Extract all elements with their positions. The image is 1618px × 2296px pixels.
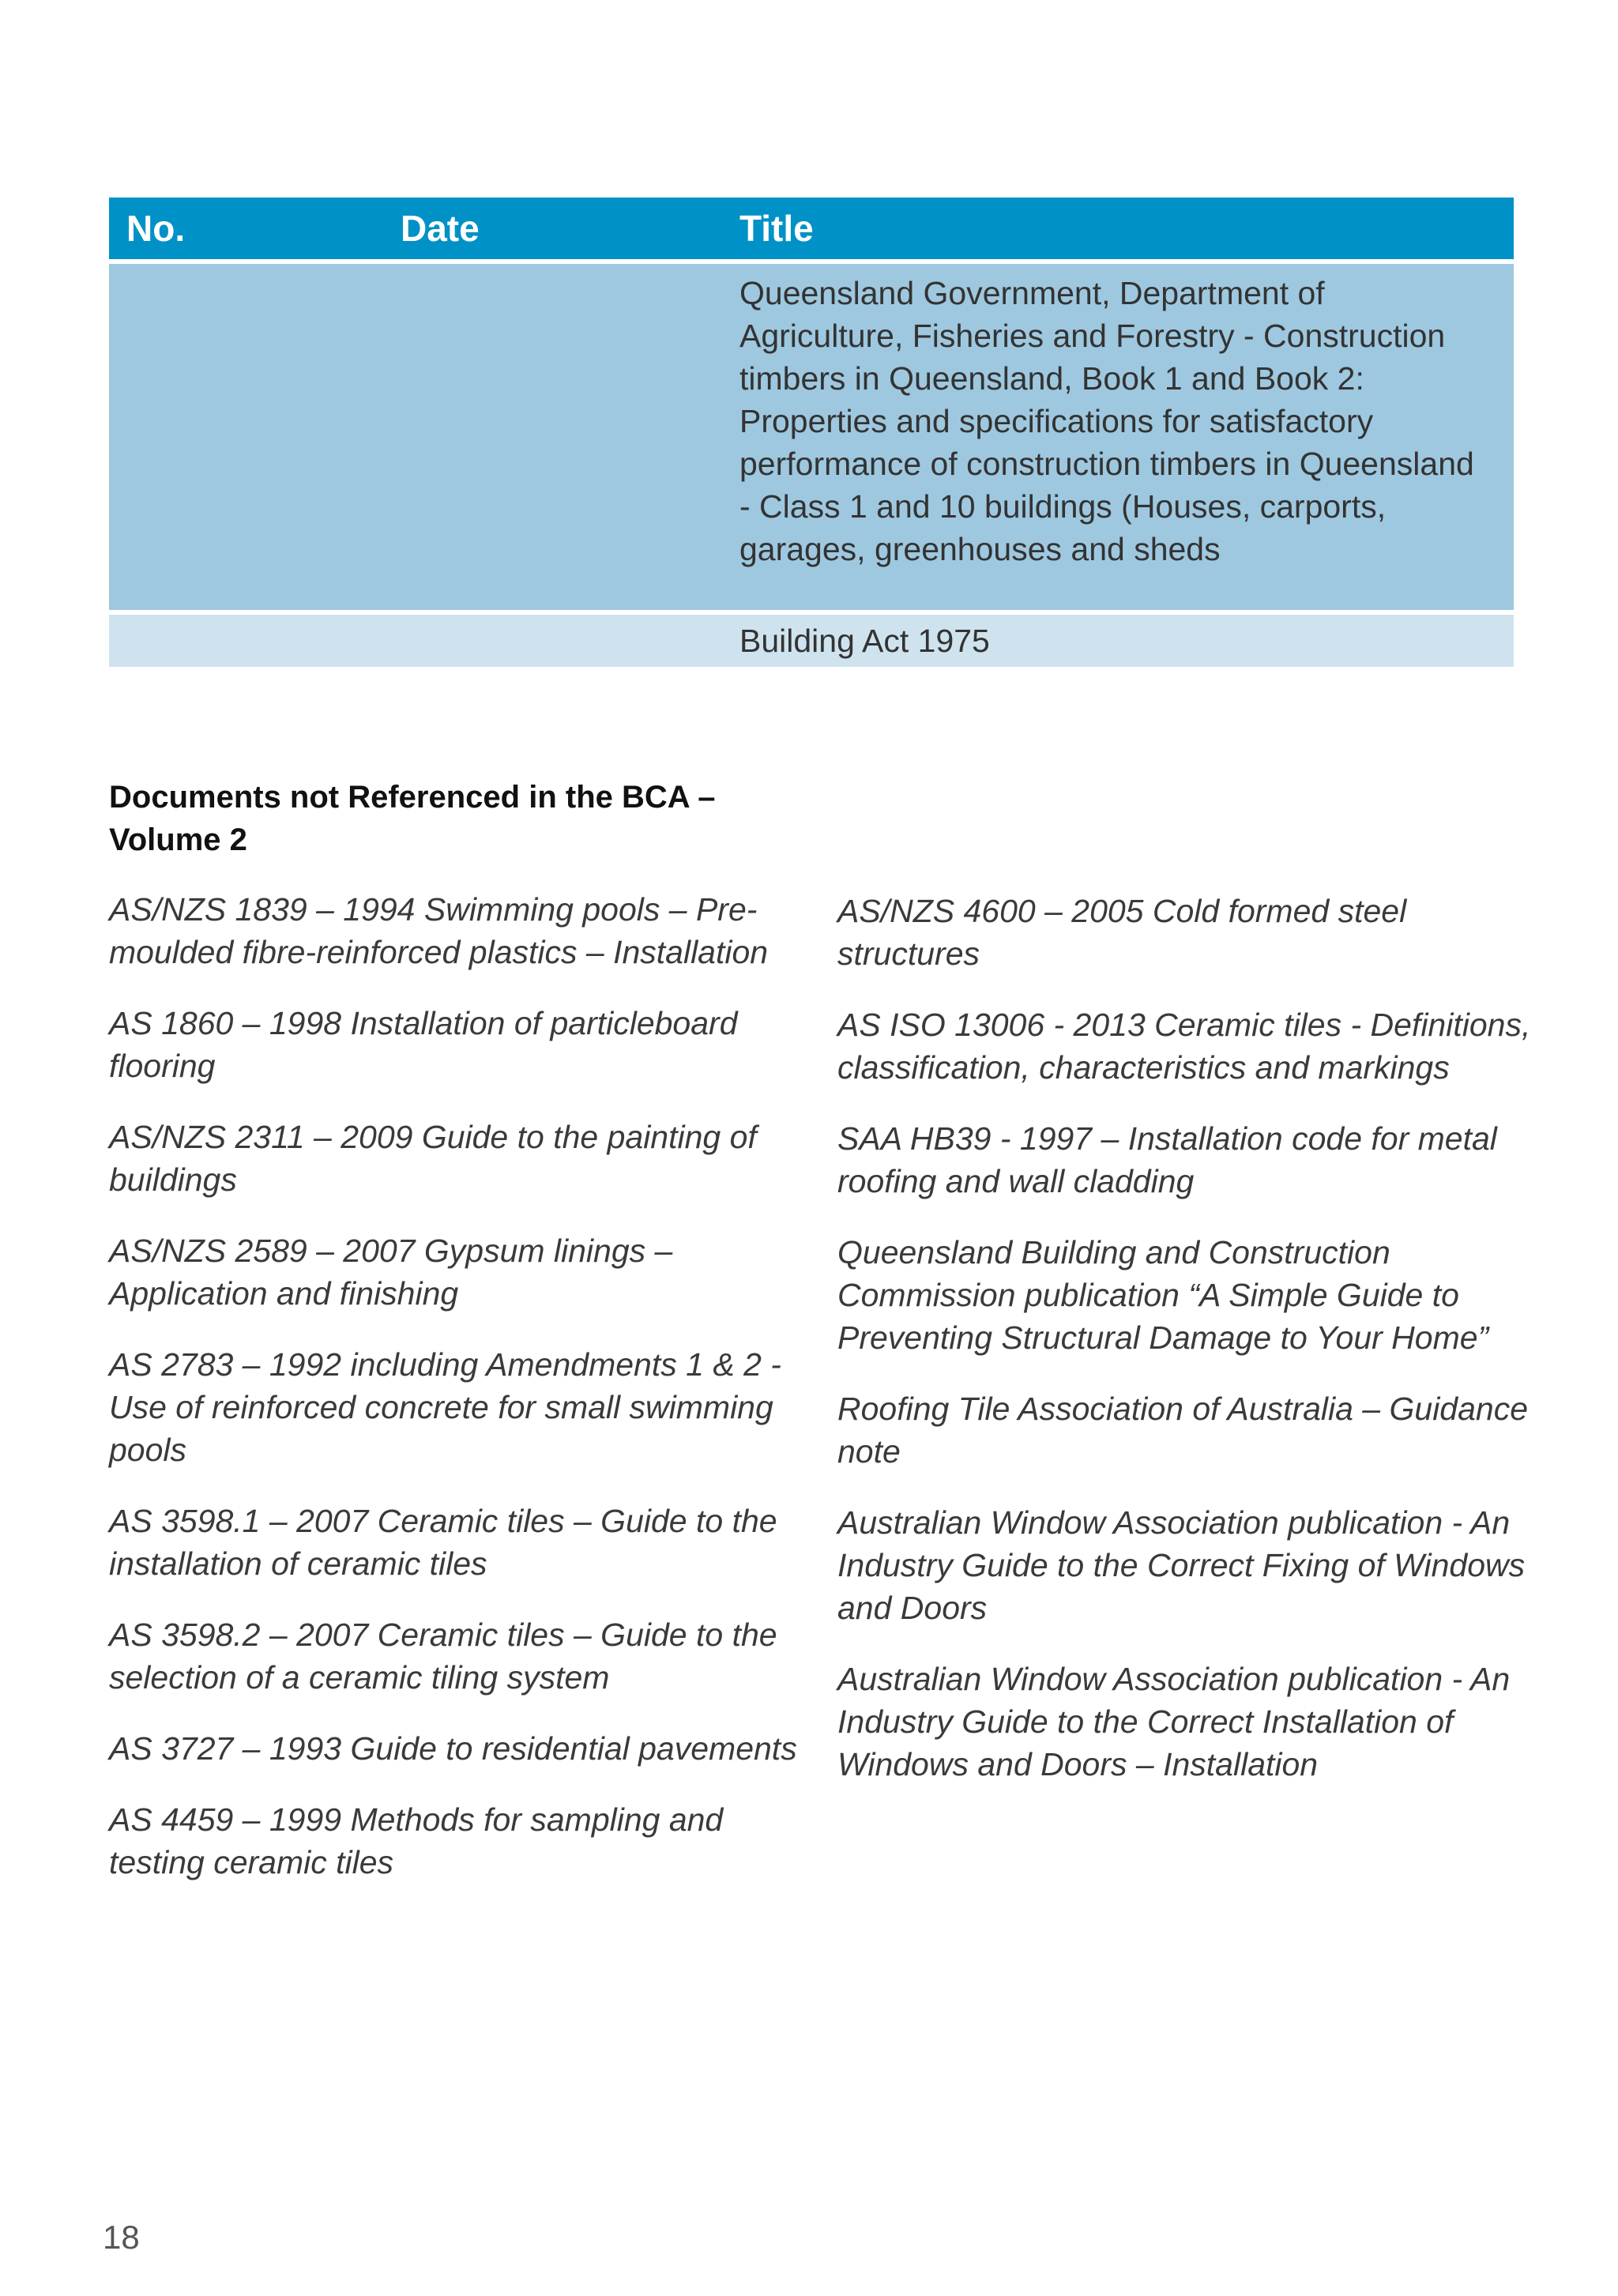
right-column-list	[837, 890, 1533, 1814]
section-heading: Documents not Referenced in the BCA – Volume 2	[109, 780, 716, 857]
list-item: AS/NZS 4600 – 2005 Cold formed steel structures	[837, 893, 1407, 972]
reference-table	[109, 198, 1514, 667]
table-cell-title: Queensland Government, Department of Agriculture, Fisheries and Forestry - Construction timbers in Queensland, Book 1 and Book 2: Properties and specifications for satisfactory performance of construction timbers in Queensland - Class 1 and 10 buildings (Houses, carports, garages, greenhouses and sheds	[739, 275, 1474, 567]
list-item: AS 4459 – 1999 Methods for sampling and testing ceramic tiles	[109, 1801, 724, 1880]
list-item: Queensland Building and Construction Commission publication “A Simple Guide to Preventing Structural Damage to Your Home”	[837, 1234, 1489, 1356]
header-no: No.	[126, 208, 186, 249]
list-item: Australian Window Association publication - An Industry Guide to the Correct Installation of Windows and Doors – Installation	[837, 1661, 1511, 1782]
left-column-list	[109, 888, 804, 1912]
list-item: AS/NZS 2311 – 2009 Guide to the painting of buildings	[109, 1119, 757, 1198]
list-item: AS/NZS 1839 – 1994 Swimming pools – Pre-moulded fibre-reinforced plastics – Installation	[109, 891, 769, 970]
list-item: AS 3598.1 – 2007 Ceramic tiles – Guide to the installation of ceramic tiles	[109, 1503, 777, 1582]
list-item: Australian Window Association publication - An Industry Guide to the Correct Fixing of Windows and Doors	[837, 1504, 1526, 1626]
list-item: Roofing Tile Association of Australia – Guidance note	[837, 1391, 1529, 1470]
table-row	[109, 615, 1514, 667]
list-item: AS 1860 – 1998 Installation of particleboard flooring	[109, 1005, 738, 1084]
table-row	[109, 264, 1514, 615]
list-item: AS ISO 13006 - 2013 Ceramic tiles - Definitions, classification, characteristics and markings	[837, 1007, 1531, 1086]
table-header	[109, 198, 1514, 264]
table-cell-title: Building Act 1975	[739, 623, 990, 659]
header-date: Date	[401, 208, 480, 249]
header-title: Title	[739, 208, 814, 249]
list-item: AS/NZS 2589 – 2007 Gypsum linings – Application and finishing	[109, 1233, 673, 1312]
page-number: 18	[103, 2219, 140, 2256]
list-item: SAA HB39 - 1997 – Installation code for metal roofing and wall cladding	[837, 1120, 1497, 1199]
list-item: AS 3727 – 1993 Guide to residential pavements	[109, 1730, 797, 1767]
list-item: AS 2783 – 1992 including Amendments 1 & 2 - Use of reinforced concrete for small swimming pools	[109, 1346, 781, 1468]
list-item: AS 3598.2 – 2007 Ceramic tiles – Guide to the selection of a ceramic tiling system	[109, 1617, 777, 1696]
